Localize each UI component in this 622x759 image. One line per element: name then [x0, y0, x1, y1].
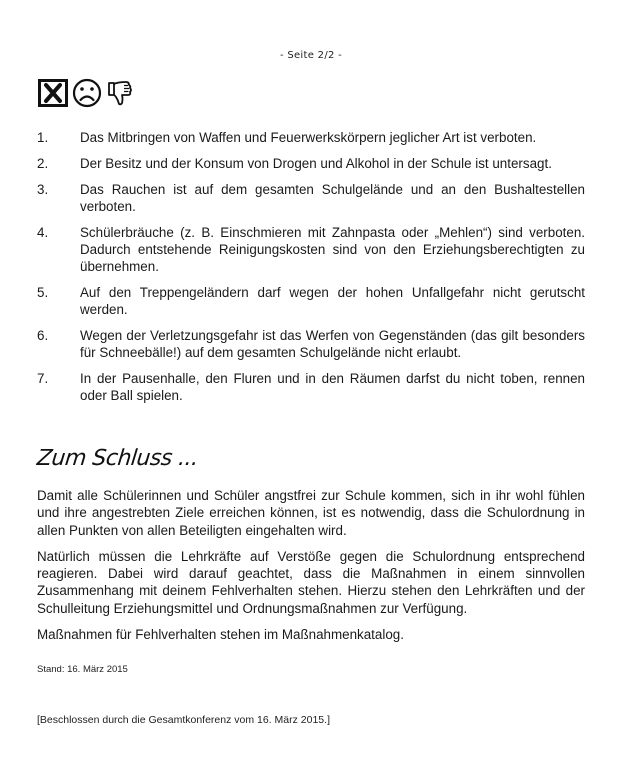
rule-number: 3. [37, 182, 49, 197]
closing-section [37, 487, 585, 652]
rule-text: Der Besitz und der Konsum von Drogen und Alkohol in der Schule ist untersagt. [80, 156, 552, 171]
stand-date: Stand: 16. März 2015 [37, 664, 128, 675]
list-item [37, 224, 585, 275]
closing-paragraph: Natürlich müssen die Lehrkräfte auf Verstöße gegen die Schulordnung entsprechend reagieren. Dabei wird darauf geachtet, dass die Maßnahmen in einem sinnvollen Zusammenhang mit deinem Fehlverhalten stehen. Hierzu stehen den Lehrkräften und der Schulleitung Erziehungsmittel und Ordnungsmaßnahmen zur Verfügung. [37, 548, 585, 616]
list-item [37, 155, 585, 172]
list-item [37, 327, 585, 361]
rule-text: Das Rauchen ist auf dem gesamten Schulgelände und an den Bushaltestellen verboten. [80, 182, 585, 214]
rule-text: Auf den Treppengeländern darf wegen der hohen Unfallgefahr nicht gerutscht werden. [80, 285, 585, 317]
rule-number: 4. [37, 225, 49, 240]
closing-paragraph: Damit alle Schülerinnen und Schüler angstfrei zur Schule kommen, sich in ihr wohl fühlen und ihre angestrebten Ziele erreichen können, ist es notwendig, dass die Schulordnung in allen Punkten von allen Beteiligten eingehalten wird. [37, 488, 585, 538]
rule-number: 6. [37, 328, 49, 343]
closing-paragraph: Maßnahmen für Fehlverhalten stehen im Maßnahmenkatalog. [37, 627, 404, 643]
cross-box-icon [38, 79, 68, 107]
sad-face-icon [72, 78, 102, 108]
rule-number: 7. [37, 371, 49, 386]
rule-number: 2. [37, 156, 49, 171]
resolution-note: [Beschlossen durch die Gesamtkonferenz vom 16. März 2015.] [37, 714, 330, 726]
list-item [37, 181, 585, 215]
rule-text: Schülerbräuche (z. B. Einschmieren mit Zahnpasta oder „Mehlen“) sind verboten. Dadurch entstehende Reinigungskosten sind von den Erziehungsberechtigten zu übernehmen. [80, 225, 585, 274]
list-item [37, 129, 585, 146]
rule-text: In der Pausenhalle, den Fluren und in den Räumen darfst du nicht toben, rennen oder Ball spielen. [80, 371, 585, 403]
rule-number: 1. [37, 130, 49, 145]
rules-list [37, 129, 585, 413]
list-item [37, 284, 585, 318]
warning-icons [38, 78, 132, 108]
closing-heading: Zum Schluss ... [35, 446, 200, 471]
list-item [37, 370, 585, 404]
rule-text: Wegen der Verletzungsgefahr ist das Werfen von Gegenständen (das gilt besonders für Schneebälle!) auf dem gesamten Schulgelände nicht erlaubt. [80, 328, 585, 360]
thumbs-down-icon [106, 79, 132, 107]
rule-text: Das Mitbringen von Waffen und Feuerwerkskörpern jeglicher Art ist verboten. [80, 130, 537, 145]
page-number: - Seite 2/2 - [279, 50, 343, 61]
rule-number: 5. [37, 285, 49, 300]
